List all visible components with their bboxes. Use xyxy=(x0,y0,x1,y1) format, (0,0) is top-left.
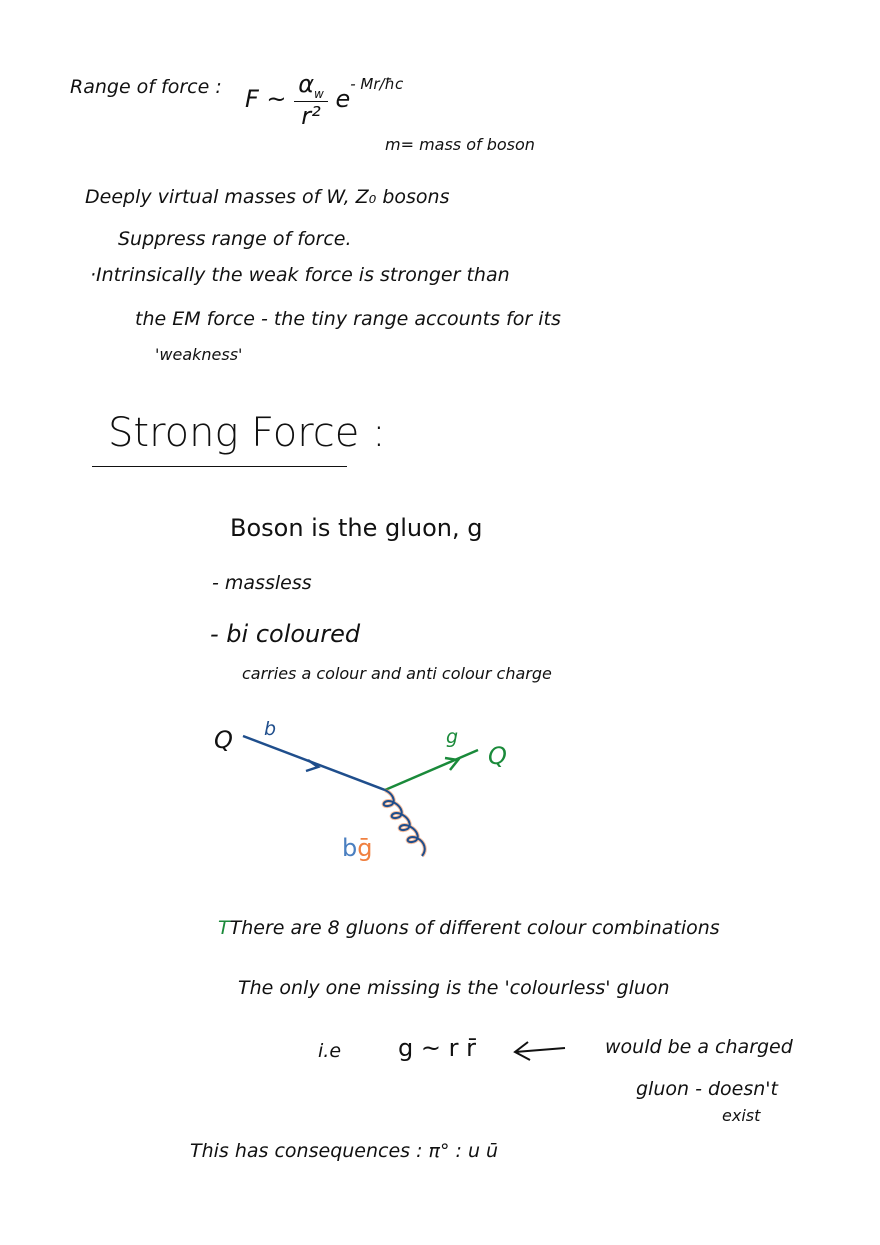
formula-denominator: r² xyxy=(301,101,321,130)
eight-gluons-line: TThere are 8 gluons of different colour combinations xyxy=(218,917,720,939)
formula-numerator-sub: w xyxy=(314,86,324,101)
charged-note-1: would be a charged xyxy=(605,1036,793,1058)
quark-out-label: Q xyxy=(488,742,507,770)
bicoloured-item: - bi coloured xyxy=(210,620,361,648)
weak-line-5: 'weakness' xyxy=(155,345,243,364)
charged-note-2: gluon - doesn't xyxy=(636,1078,778,1100)
formula-lhs: F ~ xyxy=(245,84,287,113)
formula-exponent: - Mr/ħc xyxy=(350,74,404,93)
ie-label: i.e xyxy=(318,1040,342,1062)
gluon-colour-b: b xyxy=(342,834,358,862)
weak-line-2: Suppress range of force. xyxy=(118,228,352,250)
strong-force-heading: Strong Force : xyxy=(108,410,386,456)
colourless-example: g ~ r r̄ xyxy=(398,1034,476,1062)
formula-exp-base: e xyxy=(335,84,351,113)
eight-gluons-text: There are 8 gluons of different colour combinations xyxy=(229,917,720,939)
weak-line-3: ·Intrinsically the weak force is stronger than xyxy=(90,264,510,286)
massless-item: - massless xyxy=(212,572,312,594)
bicoloured-note: carries a colour and anti colour charge xyxy=(242,664,552,683)
gluon-colour-label xyxy=(342,834,372,862)
consequence-line: This has consequences : π° : u ū xyxy=(190,1140,499,1162)
weak-line-1: Deeply virtual masses of W, Z₀ bosons xyxy=(85,186,450,208)
formula-numerator: α xyxy=(298,70,315,98)
quark-in-colour: b xyxy=(264,718,277,740)
range-label: Range of force : xyxy=(70,76,222,98)
quark-in-label: Q xyxy=(214,726,233,754)
gluon-anticolour-gbar: ḡ xyxy=(357,834,373,862)
quark-out-colour: g xyxy=(446,726,459,748)
missing-gluon-line: The only one missing is the 'colourless' gluon xyxy=(238,977,670,999)
outgoing-quark-line xyxy=(385,750,478,790)
boson-line: Boson is the gluon, g xyxy=(230,514,483,542)
mass-note: m= mass of boson xyxy=(385,135,535,154)
left-arrow-icon xyxy=(515,1042,565,1060)
gluon-anticolour-spring xyxy=(384,790,425,856)
weak-line-4: the EM force - the tiny range accounts for its xyxy=(135,308,561,330)
charged-note-3: exist xyxy=(722,1106,761,1125)
